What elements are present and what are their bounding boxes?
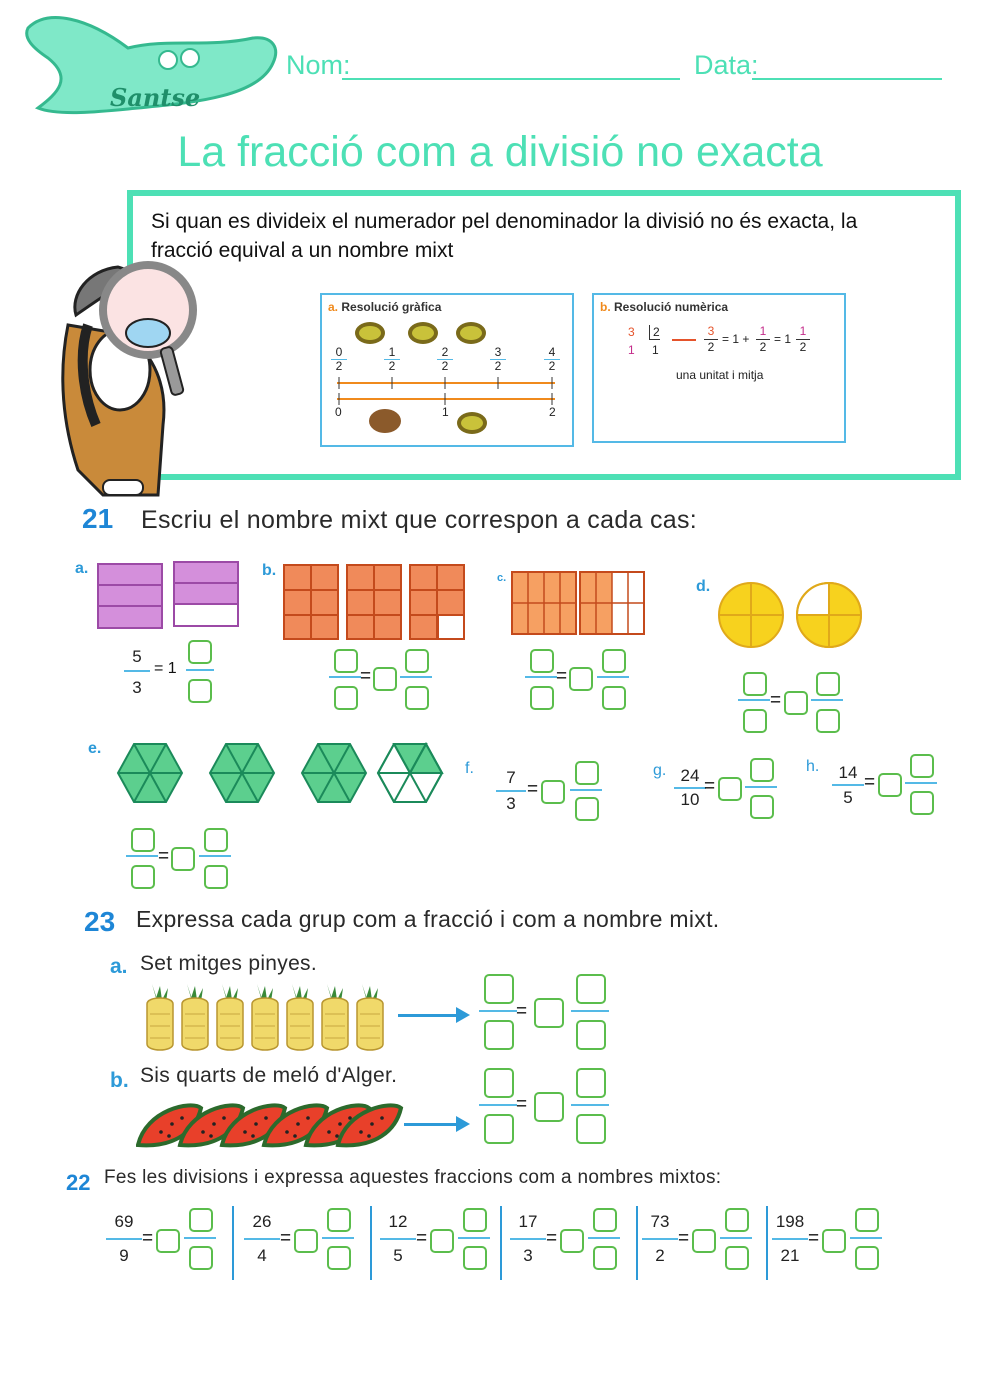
q23a-mixed-den[interactable]: [576, 1020, 606, 1050]
rule-text: [151, 207, 951, 265]
q21d-whole[interactable]: [784, 691, 808, 715]
q22-numerator-5: 73: [650, 1212, 670, 1231]
q22-whole-1[interactable]: [156, 1229, 180, 1253]
q23a-eq: =: [516, 1001, 528, 1022]
q21e-hexagons: [112, 740, 462, 806]
q21g-mixed-den[interactable]: [750, 795, 774, 819]
hexagon-group: [118, 744, 442, 802]
q21b-whole[interactable]: [373, 667, 397, 691]
q21f-mixed-num[interactable]: [575, 761, 599, 785]
q22-separator: [636, 1206, 638, 1280]
q23a-arrow: [398, 1014, 466, 1017]
q21g-denominator: 10: [680, 790, 700, 809]
q21-label-a: a.: [75, 560, 89, 577]
tick-3-2: 3 2: [490, 346, 506, 373]
q21h-denominator: 5: [843, 788, 853, 807]
rule-text-line2: fracció equival a un nombre mixt: [151, 239, 454, 262]
tick-1-2: 1 2: [384, 346, 400, 373]
numeric-title: Resolució numèrica: [614, 300, 729, 314]
question-22-prompt: Fes les divisions i expressa aquestes fraccions com a nombres mixtos:: [104, 1167, 722, 1188]
q22-fraction-bar: [458, 1237, 490, 1239]
q22-fraction-bar: [244, 1238, 280, 1240]
q23b-mixed-den[interactable]: [576, 1114, 606, 1144]
q21h-whole[interactable]: [878, 773, 902, 797]
q22-mixed-num-5[interactable]: [725, 1208, 749, 1232]
q22-fraction-bar: [106, 1238, 142, 1240]
question-23-number: 23: [84, 906, 116, 937]
q21g-whole[interactable]: [718, 777, 742, 801]
q21h-mixed-num[interactable]: [910, 754, 934, 778]
q21f-denominator: 3: [506, 794, 516, 813]
q23-label-a: a.: [110, 955, 128, 978]
graphic-resolution-title: [328, 300, 441, 314]
q22-numerator-2: 26: [252, 1212, 272, 1231]
example-plus: = 1 +: [722, 332, 750, 346]
example-half: 1 2: [756, 324, 770, 355]
q21e-frac-num[interactable]: [131, 828, 155, 852]
q21c-frac-num[interactable]: [530, 649, 554, 673]
q22-numerator-3: 12: [388, 1212, 408, 1231]
q21e-whole[interactable]: [171, 847, 195, 871]
pineapple-halves-illustration: [142, 984, 394, 1054]
q21b-orange-grids: [282, 562, 467, 642]
question-22-number: 22: [66, 1170, 91, 1195]
q22-eq: =: [546, 1228, 558, 1249]
date-field[interactable]: [752, 78, 942, 80]
detective-dog-illustration: [48, 255, 198, 500]
q21c-mixed-den[interactable]: [602, 686, 626, 710]
q21c-orange-grids: [510, 570, 648, 636]
q23a-mixed-num[interactable]: [576, 974, 606, 1004]
q22-mixed-num-1[interactable]: [189, 1208, 213, 1232]
q22-whole-6[interactable]: [822, 1229, 846, 1253]
q23b-text: Sis quarts de meló d'Alger.: [140, 1064, 398, 1087]
q23b-mixed-num[interactable]: [576, 1068, 606, 1098]
numeric-resolution-title: [600, 300, 728, 314]
q21d-eq: =: [770, 690, 782, 711]
q22-numerator-6: 198: [775, 1212, 805, 1231]
q21e-mixed-den[interactable]: [204, 865, 228, 889]
q21a-purple-bars: [96, 560, 242, 632]
q22-whole-5[interactable]: [692, 1229, 716, 1253]
q22-denominator-5: 2: [655, 1246, 665, 1265]
q22-fraction-bar: [720, 1237, 752, 1239]
q23a-whole[interactable]: [534, 998, 564, 1028]
q23b-eq: =: [516, 1094, 528, 1115]
name-label: Nom:: [286, 50, 351, 80]
q21e-frac-den[interactable]: [131, 865, 155, 889]
q22-eq: =: [280, 1228, 292, 1249]
q21d-mixed-den[interactable]: [816, 709, 840, 733]
q22-mixed-num-2[interactable]: [327, 1208, 351, 1232]
rule-text-line1: Si quan es divideix el numerador pel denominador la divisió no és exacta, la: [151, 210, 858, 233]
q22-mixed-den-2[interactable]: [327, 1246, 351, 1270]
q21b-frac-num[interactable]: [334, 649, 358, 673]
q23-label-b: b.: [110, 1069, 129, 1092]
q22-mixed-den-4[interactable]: [593, 1246, 617, 1270]
santse-logo: [18, 8, 280, 120]
q22-denominator-1: 9: [119, 1246, 129, 1265]
tick-0: 0: [335, 405, 342, 419]
q22-eq: =: [808, 1228, 820, 1249]
q21f-numerator: 7: [506, 768, 516, 787]
q21f-mixed-den[interactable]: [575, 797, 599, 821]
q21g-numerator: 24: [680, 766, 700, 785]
q22-fraction-bar: [184, 1237, 216, 1239]
tick-2: 2: [549, 405, 556, 419]
q21-label-f: f.: [465, 760, 474, 777]
q21g-mixed-num[interactable]: [750, 758, 774, 782]
kiwi-halves: [355, 322, 487, 434]
q21-label-e: e.: [88, 740, 102, 757]
q22-fraction-bar: [322, 1237, 354, 1239]
q23b-arrow: [404, 1123, 466, 1126]
q21f-whole[interactable]: [541, 780, 565, 804]
q22-separator: [370, 1206, 372, 1280]
q21e-eq: =: [158, 846, 170, 867]
q22-fraction-bar: [588, 1237, 620, 1239]
question-21-prompt: Escriu el nombre mixt que correspon a cada cas:: [141, 506, 698, 534]
q21h-mixed-den[interactable]: [910, 791, 934, 815]
q21a-denominator: 3: [132, 678, 142, 697]
q23b-frac-den[interactable]: [484, 1114, 514, 1144]
q22-fraction-bar: [850, 1237, 882, 1239]
tick-1: 1: [442, 405, 449, 419]
q22-whole-4[interactable]: [560, 1229, 584, 1253]
q22-eq: =: [416, 1228, 428, 1249]
q21d-frac-den[interactable]: [743, 709, 767, 733]
q21-label-g: g.: [653, 762, 667, 779]
equivalence-arrow: [672, 339, 696, 341]
graphic-letter: a.: [328, 300, 339, 314]
q22-denominator-3: 5: [393, 1246, 403, 1265]
number-line-diagram: [325, 315, 570, 440]
q22-mixed-den-6[interactable]: [855, 1246, 879, 1270]
tick-0-2: 0 2: [331, 346, 347, 373]
q22-mixed-num-4[interactable]: [593, 1208, 617, 1232]
q21a-answer-num[interactable]: [188, 640, 212, 664]
q22-denominator-4: 3: [523, 1246, 533, 1265]
q22-whole-2[interactable]: [294, 1229, 318, 1253]
q21-label-d: d.: [696, 578, 711, 595]
q22-denominator-2: 4: [257, 1246, 267, 1265]
date-label: Data:: [694, 50, 759, 80]
q21-label-c: c.: [497, 572, 507, 584]
q22-mixed-num-6[interactable]: [855, 1208, 879, 1232]
example-caption: una unitat i mitja: [676, 368, 764, 382]
question-21-number: 21: [82, 503, 114, 534]
graphic-title: Resolució gràfica: [341, 300, 442, 314]
tick-2-2: 2 2: [437, 346, 453, 373]
q22-whole-3[interactable]: [430, 1229, 454, 1253]
q23a-frac-num[interactable]: [484, 974, 514, 1004]
q22-separator: [766, 1206, 768, 1280]
q22-separator: [232, 1206, 234, 1280]
q22-eq: =: [678, 1228, 690, 1249]
division-dividend: 3: [628, 325, 635, 339]
tick-4-2: 4 2: [544, 346, 560, 373]
example-eq: = 1: [774, 332, 792, 346]
q21c-mixed-num[interactable]: [602, 649, 626, 673]
numeric-letter: b.: [600, 300, 611, 314]
q21b-mixed-num[interactable]: [405, 649, 429, 673]
q21a-whole: = 1: [154, 660, 177, 677]
q22-denominator-6: 21: [780, 1246, 800, 1265]
q21g-eq: =: [704, 776, 716, 797]
q22-mixed-den-5[interactable]: [725, 1246, 749, 1270]
q22-mixed-den-3[interactable]: [463, 1246, 487, 1270]
q21d-mixed-num[interactable]: [816, 672, 840, 696]
q21c-frac-den[interactable]: [530, 686, 554, 710]
q21d-yellow-circles: [716, 580, 866, 652]
q21-label-b: b.: [262, 562, 277, 579]
logo-text: Santse: [110, 83, 201, 112]
q22-separator: [500, 1206, 502, 1280]
q22-mixed-num-3[interactable]: [463, 1208, 487, 1232]
q22-fraction-bar: [642, 1238, 678, 1240]
q22-fraction-bar: [510, 1238, 546, 1240]
page-title: La fracció com a divisió no exacta: [177, 128, 823, 176]
q21a-answer-den[interactable]: [188, 679, 212, 703]
division-remainder: 1: [628, 343, 635, 357]
q21f-eq: =: [527, 779, 539, 800]
q23a-text: Set mitges pinyes.: [140, 952, 317, 975]
division-quotient: 1: [652, 343, 659, 357]
q21e-mixed-num[interactable]: [204, 828, 228, 852]
watermelon-quarters-illustration: [136, 1100, 406, 1155]
q23b-frac-num[interactable]: [484, 1068, 514, 1098]
question-23-prompt: Expressa cada grup com a fracció i com a nombre mixt.: [136, 906, 720, 932]
q21a-numerator: 5: [132, 647, 142, 666]
q21b-eq: =: [360, 666, 372, 687]
example-mixed: 1 2: [796, 324, 810, 355]
name-field[interactable]: [342, 78, 680, 80]
example-fraction: 3 2: [704, 324, 718, 355]
q22-eq: =: [142, 1228, 154, 1249]
q21-label-h: h.: [806, 758, 820, 775]
division-divisor: 2: [649, 325, 660, 340]
q21b-frac-den[interactable]: [334, 686, 358, 710]
q21c-eq: =: [556, 666, 568, 687]
q21c-whole[interactable]: [569, 667, 593, 691]
q21d-frac-num[interactable]: [743, 672, 767, 696]
q21h-eq: =: [864, 772, 876, 793]
q23b-whole[interactable]: [534, 1092, 564, 1122]
q22-fraction-bar: [772, 1238, 808, 1240]
q22-numerator-4: 17: [518, 1212, 538, 1231]
q22-fraction-bar: [380, 1238, 416, 1240]
q22-mixed-den-1[interactable]: [189, 1246, 213, 1270]
q22-numerator-1: 69: [114, 1212, 134, 1231]
q23a-frac-den[interactable]: [484, 1020, 514, 1050]
q21h-numerator: 14: [838, 763, 858, 782]
q21b-mixed-den[interactable]: [405, 686, 429, 710]
